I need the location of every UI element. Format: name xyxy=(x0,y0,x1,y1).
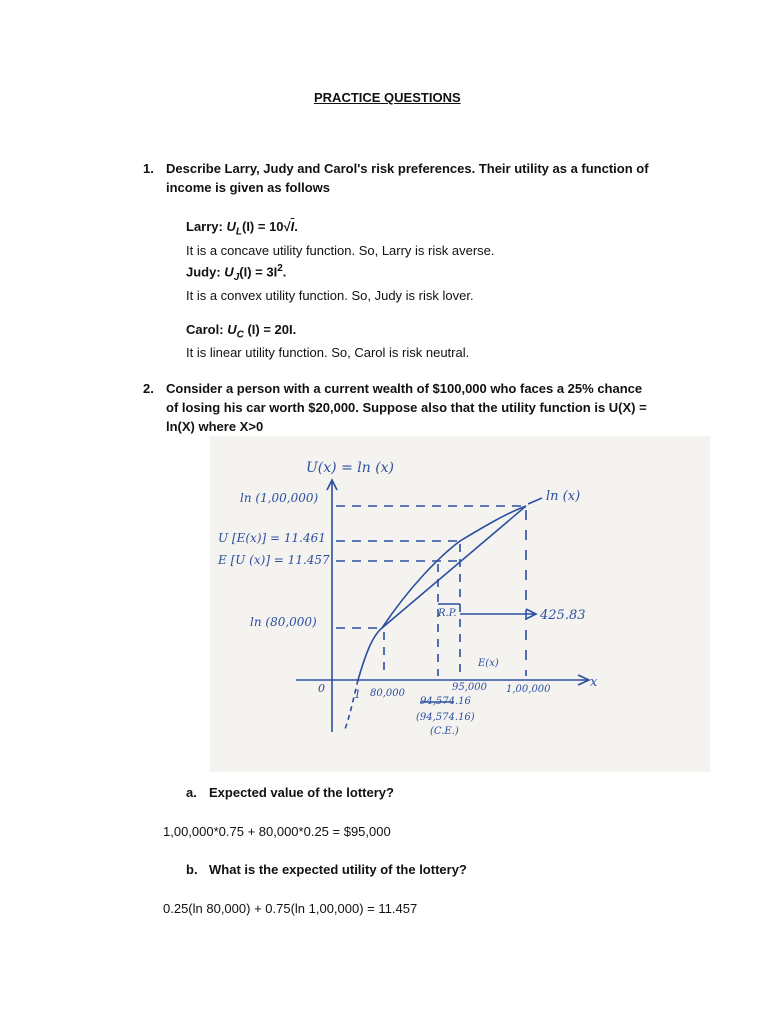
label-x100k: 1,00,000 xyxy=(506,684,551,695)
judy-text: It is a convex utility function. So, Judy is risk lover. xyxy=(186,288,474,303)
larry-text: It is a concave utility function. So, Larry is risk averse. xyxy=(186,243,495,258)
q1-line1: Describe Larry, Judy and Carol's risk preferences. Their utility as a function of xyxy=(166,161,649,176)
page-title: PRACTICE QUESTIONS xyxy=(314,90,461,105)
label-origin: 0 xyxy=(318,682,325,695)
label-x80k: 80,000 xyxy=(370,688,405,699)
larry-label: Larry: xyxy=(186,219,223,234)
q1-number: 1. xyxy=(143,161,154,176)
label-uex: U [E(x)] = 11.461 xyxy=(218,531,326,545)
carol-label: Carol: xyxy=(186,322,224,337)
label-ce: (C.E.) xyxy=(430,726,459,737)
handwritten-graph-photo xyxy=(210,436,710,772)
sqrt-symbol: √ xyxy=(283,219,291,234)
q2-line1: Consider a person with a current wealth of $100,000 who faces a 25% chance xyxy=(166,381,643,396)
carol-u: U xyxy=(227,322,237,337)
q1-line2: income is given as follows xyxy=(166,180,330,195)
judy-formula xyxy=(186,263,286,283)
part-a-answer: 1,00,000*0.75 + 80,000*0.25 = $95,000 xyxy=(163,824,391,839)
graph-svg xyxy=(210,436,710,772)
judy-label: Judy: xyxy=(186,264,221,280)
label-rp: R.P. xyxy=(438,608,457,619)
part-b-label: b. xyxy=(186,862,198,877)
graph-top-label: U(x) = ln (x) xyxy=(306,460,395,476)
label-x9457-struck: 94,574.16 xyxy=(420,696,471,707)
part-b-question: What is the expected utility of the lottery? xyxy=(209,862,467,877)
graph-curve-label: ln (x) xyxy=(546,489,581,504)
larry-u: U xyxy=(226,219,236,234)
judy-rest: (I) = 3I xyxy=(239,264,278,280)
carol-sub: C xyxy=(236,329,244,341)
larry-end: . xyxy=(294,219,298,234)
judy-u: U xyxy=(224,264,234,280)
part-b-answer: 0.25(ln 80,000) + 0.75(ln 1,00,000) = 11.457 xyxy=(163,901,418,916)
curve-label-pointer xyxy=(528,498,542,504)
larry-formula xyxy=(186,219,298,238)
part-a-question: Expected value of the lottery? xyxy=(209,785,394,800)
larry-rest: (I) = 10 xyxy=(241,219,284,234)
judy-end: . xyxy=(282,264,287,280)
label-eux: E [U (x)] = 11.457 xyxy=(218,553,330,567)
q2-line2: of losing his car worth $20,000. Suppose also that the utility function is U(X) = xyxy=(166,400,647,415)
label-ex: E(x) xyxy=(478,658,499,669)
label-x9457: (94,574.16) xyxy=(416,712,475,723)
label-rp-value: 425.83 xyxy=(540,608,586,623)
carol-formula xyxy=(186,322,296,341)
larry-root: I xyxy=(290,219,295,234)
part-a-label: a. xyxy=(186,785,197,800)
larry-sub: L xyxy=(235,226,242,238)
label-xaxis: x xyxy=(590,675,598,690)
label-ln80k: ln (80,000) xyxy=(250,615,317,629)
q2-number: 2. xyxy=(143,381,154,396)
judy-sub: J xyxy=(233,271,240,283)
q2-line3: ln(X) where X>0 xyxy=(166,419,264,434)
label-one: 1 xyxy=(354,688,361,701)
carol-rest: (I) = 20I. xyxy=(247,322,297,337)
carol-text: It is linear utility function. So, Carol is risk neutral. xyxy=(186,345,470,360)
judy-sup: 2 xyxy=(277,263,283,274)
label-x95k: 95,000 xyxy=(452,682,487,693)
label-ln100k: ln (1,00,000) xyxy=(240,491,319,505)
